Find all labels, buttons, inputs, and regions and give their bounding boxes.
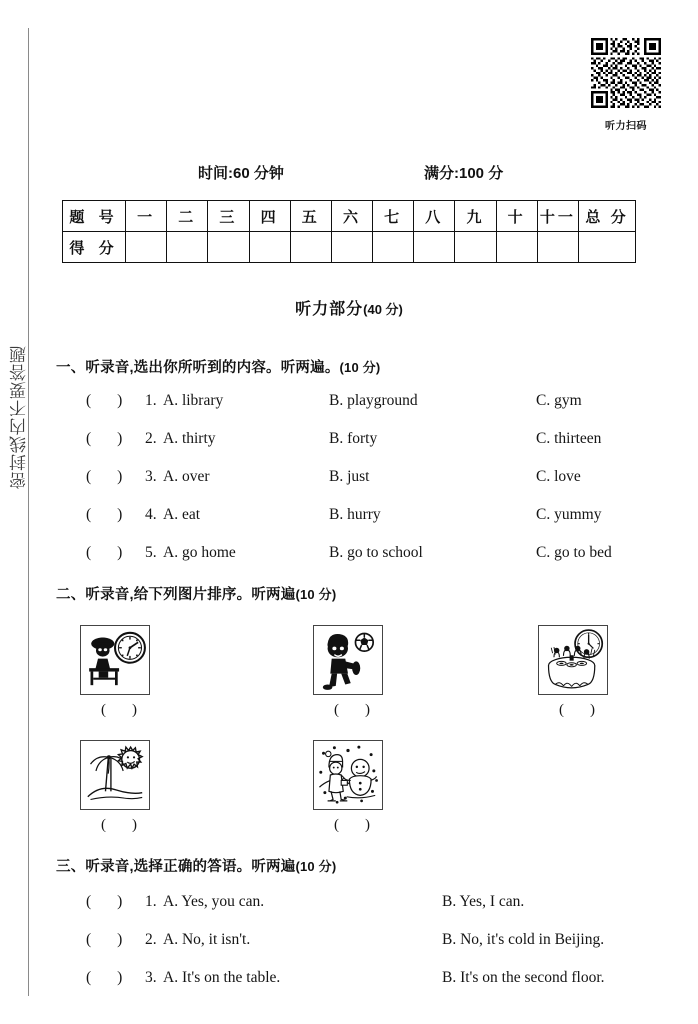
- section-2-heading: [56, 583, 336, 604]
- question-row[interactable]: [56, 544, 656, 566]
- seal-divider-line: [28, 28, 29, 996]
- option-b[interactable]: B. playground: [329, 392, 418, 409]
- exam-meta-line: [62, 162, 636, 184]
- score-col-1: 一: [126, 201, 167, 232]
- picture-frame: [80, 740, 150, 810]
- question-number: 1.: [145, 893, 157, 910]
- section-3-score: (10 分): [295, 859, 337, 874]
- answer-bracket[interactable]: ( ): [86, 893, 123, 910]
- student-at-desk-with-clock-icon: [81, 626, 149, 694]
- picture-item: [313, 625, 391, 719]
- score-value-4[interactable]: [249, 232, 290, 263]
- score-table-row-label-question: 题 号: [63, 201, 126, 232]
- picture-frame: [313, 740, 383, 810]
- score-value-10[interactable]: [496, 232, 537, 263]
- question-number: 2.: [145, 931, 157, 948]
- section-3-heading: [56, 855, 336, 876]
- option-b[interactable]: B. hurry: [329, 506, 381, 523]
- question-row[interactable]: [56, 931, 656, 953]
- score-value-6[interactable]: [331, 232, 372, 263]
- answer-bracket[interactable]: ( ): [86, 430, 123, 447]
- question-number: 3.: [145, 468, 157, 485]
- score-col-10: 十: [496, 201, 537, 232]
- picture-frame: [538, 625, 608, 695]
- listening-qr-block: [589, 38, 663, 132]
- part-title-score: (40 分): [363, 302, 403, 317]
- score-value-3[interactable]: [208, 232, 249, 263]
- score-table: [62, 200, 636, 263]
- question-number: 3.: [145, 969, 157, 986]
- exam-total-score: 满分:100 分: [424, 165, 504, 182]
- picture-item: [80, 625, 158, 719]
- score-col-3: 三: [208, 201, 249, 232]
- question-row[interactable]: [56, 392, 656, 414]
- option-c[interactable]: C. go to bed: [536, 544, 612, 561]
- option-a[interactable]: A. go home: [163, 544, 236, 561]
- score-table-row-label-score: 得 分: [63, 232, 126, 263]
- family-dinner-table-with-clock-icon: [539, 626, 607, 694]
- option-c[interactable]: C. gym: [536, 392, 582, 409]
- score-value-1[interactable]: [126, 232, 167, 263]
- picture-item: [538, 625, 616, 719]
- option-a[interactable]: A. over: [163, 468, 210, 485]
- option-a[interactable]: A. thirty: [163, 430, 216, 447]
- qr-code-icon[interactable]: [591, 38, 661, 108]
- option-b[interactable]: B. No, it's cold in Beijing.: [442, 931, 605, 948]
- part-title-text: 听力部分: [295, 301, 364, 318]
- question-row[interactable]: [56, 506, 656, 528]
- seal-margin-rail: [0, 0, 34, 1024]
- score-col-7: 七: [373, 201, 414, 232]
- score-col-5: 五: [290, 201, 331, 232]
- picture-answer-bracket[interactable]: ( ): [101, 702, 137, 718]
- score-value-8[interactable]: [414, 232, 455, 263]
- option-a[interactable]: A. It's on the table.: [163, 969, 281, 986]
- section-1-score: (10 分): [339, 360, 381, 375]
- question-row[interactable]: [56, 969, 656, 991]
- option-b[interactable]: B. go to school: [329, 544, 423, 561]
- option-b[interactable]: B. forty: [329, 430, 378, 447]
- question-row[interactable]: [56, 430, 656, 452]
- answer-bracket[interactable]: ( ): [86, 931, 123, 948]
- score-col-total: 总 分: [579, 201, 636, 232]
- score-value-11[interactable]: [537, 232, 578, 263]
- section-3-heading-text: 三、听录音,选择正确的答语。听两遍: [56, 859, 296, 875]
- score-value-2[interactable]: [167, 232, 208, 263]
- picture-answer-bracket[interactable]: ( ): [334, 817, 370, 833]
- score-col-11: 十一: [537, 201, 578, 232]
- score-value-9[interactable]: [455, 232, 496, 263]
- part-title: [0, 296, 698, 319]
- option-a[interactable]: A. eat: [163, 506, 201, 523]
- section-1-heading: [56, 356, 380, 377]
- option-c[interactable]: C. love: [536, 468, 581, 485]
- option-b[interactable]: B. just: [329, 468, 370, 485]
- score-col-6: 六: [331, 201, 372, 232]
- option-a[interactable]: A. Yes, you can.: [163, 893, 265, 910]
- option-b[interactable]: B. Yes, I can.: [442, 893, 525, 910]
- answer-bracket[interactable]: ( ): [86, 969, 123, 986]
- score-col-8: 八: [414, 201, 455, 232]
- question-number: 4.: [145, 506, 157, 523]
- boy-playing-soccer-icon: [314, 626, 382, 694]
- qr-label: 听力扫码: [605, 121, 647, 132]
- exam-duration: 时间:60 分钟: [198, 165, 284, 182]
- answer-bracket[interactable]: ( ): [86, 506, 123, 523]
- picture-item: [313, 740, 391, 834]
- seal-vertical-text: 密封线内不要答题: [10, 345, 29, 489]
- picture-frame: [313, 625, 383, 695]
- answer-bracket[interactable]: ( ): [86, 392, 123, 409]
- picture-frame: [80, 625, 150, 695]
- question-row[interactable]: [56, 468, 656, 490]
- score-table-header-row: [63, 201, 636, 232]
- question-number: 1.: [145, 392, 157, 409]
- option-c[interactable]: C. thirteen: [536, 430, 602, 447]
- score-table-value-row: [63, 232, 636, 263]
- section-2-score: (10 分): [295, 587, 337, 602]
- question-number: 5.: [145, 544, 157, 561]
- answer-bracket[interactable]: ( ): [86, 468, 123, 485]
- score-col-9: 九: [455, 201, 496, 232]
- score-value-5[interactable]: [290, 232, 331, 263]
- section-2-heading-text: 二、听录音,给下列图片排序。听两遍: [56, 587, 296, 603]
- score-col-4: 四: [249, 201, 290, 232]
- child-with-snowman-icon: [314, 741, 382, 809]
- picture-answer-bracket[interactable]: ( ): [334, 702, 370, 718]
- option-a[interactable]: A. library: [163, 392, 224, 409]
- option-b[interactable]: B. It's on the second floor.: [442, 969, 605, 986]
- score-value-total[interactable]: [579, 232, 636, 263]
- picture-answer-bracket[interactable]: ( ): [559, 702, 595, 718]
- score-col-2: 二: [167, 201, 208, 232]
- option-a[interactable]: A. No, it isn't.: [163, 931, 251, 948]
- palm-tree-with-sun-icon: [81, 741, 149, 809]
- picture-answer-bracket[interactable]: ( ): [101, 817, 137, 833]
- answer-bracket[interactable]: ( ): [86, 544, 123, 561]
- picture-item: [80, 740, 158, 834]
- question-row[interactable]: [56, 893, 656, 915]
- option-c[interactable]: C. yummy: [536, 506, 602, 523]
- section-1-heading-text: 一、听录音,选出你所听到的内容。听两遍。: [56, 360, 340, 376]
- score-value-7[interactable]: [373, 232, 414, 263]
- question-number: 2.: [145, 430, 157, 447]
